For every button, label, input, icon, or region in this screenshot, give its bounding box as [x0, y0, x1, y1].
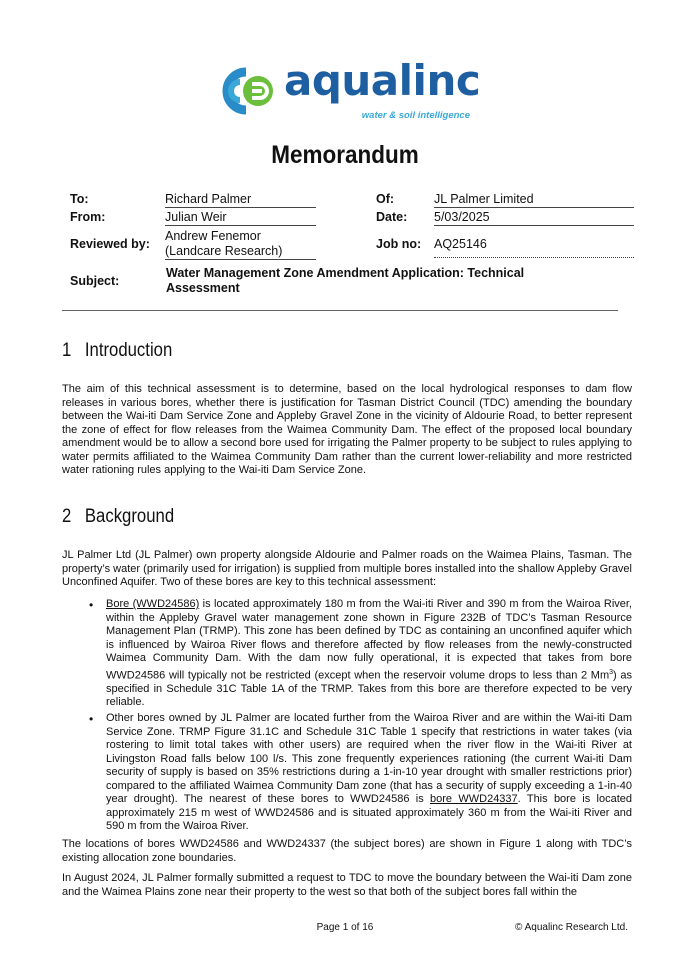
bullet-1-marker: •	[89, 598, 94, 612]
section-1-number: 1	[62, 340, 72, 361]
memo-title: Memorandum	[271, 141, 419, 169]
page-number: Page 1 of 16	[316, 922, 374, 933]
date-value: 5/03/2025	[434, 210, 634, 226]
to-value: Richard Palmer	[165, 192, 316, 208]
section-1-heading	[62, 340, 172, 362]
to-label: To:	[70, 192, 89, 206]
reviewed-value	[165, 229, 316, 260]
background-paragraph-2: The locations of bores WWD24586 and WWD24337 (the subject bores) are shown in Figure 1 along with TDC’s existing allocation zone boundaries.	[62, 838, 632, 864]
header-divider	[62, 310, 618, 311]
background-paragraph-3: In August 2024, JL Palmer formally submitted a request to TDC to move the boundary between the Wai-iti Dam zone and the Waimea Plains zone near their property to the west so that both of the subject bores fall within the	[62, 872, 632, 898]
section-2-heading	[62, 506, 174, 528]
intro-paragraph: The aim of this technical assessment is to determine, based on the local hydrological responses to dam flow releases in various bores, whether there is justification for Tasman District Council (TDC) amending the boundary between the Wai-iti Dam Service Zone and Appleby Gravel Zone in the vicinity of Aldourie Road, to better represent the zone of effect for flow releases from the Waimea Community Dam. The effect of the proposed local boundary amendment would be to allow a second bore used for irrigating the Palmer property to be subject to rules applying to water permits affiliated to the Waimea Community Dam rather than the current lower-reliability and more restricted water rationing rules applying to the Wai-iti Dam Service Zone.	[62, 383, 632, 476]
footer-copyright: © Aqualinc Research Ltd.	[515, 922, 628, 933]
logo-tagline: water & soil intelligence	[361, 110, 470, 121]
job-value: AQ25146	[434, 237, 634, 258]
of-label: Of:	[376, 192, 395, 206]
reviewer-name: Andrew Fenemor	[165, 229, 261, 243]
subject-label: Subject:	[70, 274, 120, 288]
subject-value	[166, 266, 616, 296]
aqualinc-logo-mark-icon	[216, 66, 278, 116]
from-label: From:	[70, 210, 106, 224]
job-label: Job no:	[376, 237, 422, 251]
bullet-2-marker: •	[89, 712, 94, 726]
logo-wordmark: aqualinc	[284, 56, 481, 105]
reviewer-org: (Landcare Research)	[165, 244, 283, 258]
date-label: Date:	[376, 210, 408, 224]
bullet-2-text: Other bores owned by JL Palmer are located further from the Wairoa River and are within the Wai-iti Dam Service Zone. TRMP Figure 31.1C and Schedule 31C Table 1 specify that restrictions in water takes (via rostering to limit total takes with other users) are required when the river flow in the Wai-iti River at Livingston Road falls below 100 l/s. This zone frequently experiences rationing (the current Wai-iti Dam security of supply is based on 35% restrictions during a 1-in-10 year drought with smaller restrictions prior) compared to the affiliated Waimea Community Dam zone (that has a security of supply exceeding a 1-in-40 year drought). The nearest of these bores to WWD24586 is bore WWD24337. This bore is located approximately 215 m west of WWD24586 and is situated approximately 360 m from the Wai-iti River and 590 m from the Wairoa River.	[106, 712, 632, 832]
bullet-1-text: Bore (WWD24586) is located approximately 180 m from the Wai-iti River and 390 m from the Wairoa River, within the Appleby Gravel water management zone shown in Figure 232B of TDC’s Tasman Resource Management Plan (TRMP). This zone has been defined by TDC as containing an unconfined aquifer which is influenced by Wairoa River flows and therefore affected by flow releases from the newly-constructed Waimea Community Dam. With the dam now fully operational, it is expected that takes from bore WWD24586 will typically not be restricted (except when the reservoir volume drops to less than 2 Mm$^3$) as specified in Schedule 31C Table 1A of the TRMP. Takes from this bore are therefore expected to be very reliable.	[106, 598, 632, 709]
subject-line-1: Water Management Zone Amendment Application: Technical	[166, 266, 525, 280]
of-value: JL Palmer Limited	[434, 192, 634, 208]
background-paragraph-1: JL Palmer Ltd (JL Palmer) own property alongside Aldourie and Palmer roads on the Waimea Plains, Tasman. The property’s water (primarily used for irrigation) is supplied from multiple bores installed into the shallow Appleby Gravel Unconfined Aquifer. Two of these bores are key to this technical assessment:	[62, 549, 632, 588]
bore-wwd24586-link[interactable]: Bore (WWD24586)	[106, 598, 200, 610]
reviewed-label: Reviewed by:	[70, 237, 150, 251]
company-logo	[216, 56, 481, 124]
section-2-title: Background	[84, 506, 175, 527]
section-2-number: 2	[62, 506, 72, 527]
section-1-title: Introduction	[84, 340, 173, 361]
subject-line-2: Assessment	[166, 281, 240, 295]
from-value: Julian Weir	[165, 210, 316, 226]
bore-wwd24337-link[interactable]: bore WWD24337	[430, 793, 518, 805]
